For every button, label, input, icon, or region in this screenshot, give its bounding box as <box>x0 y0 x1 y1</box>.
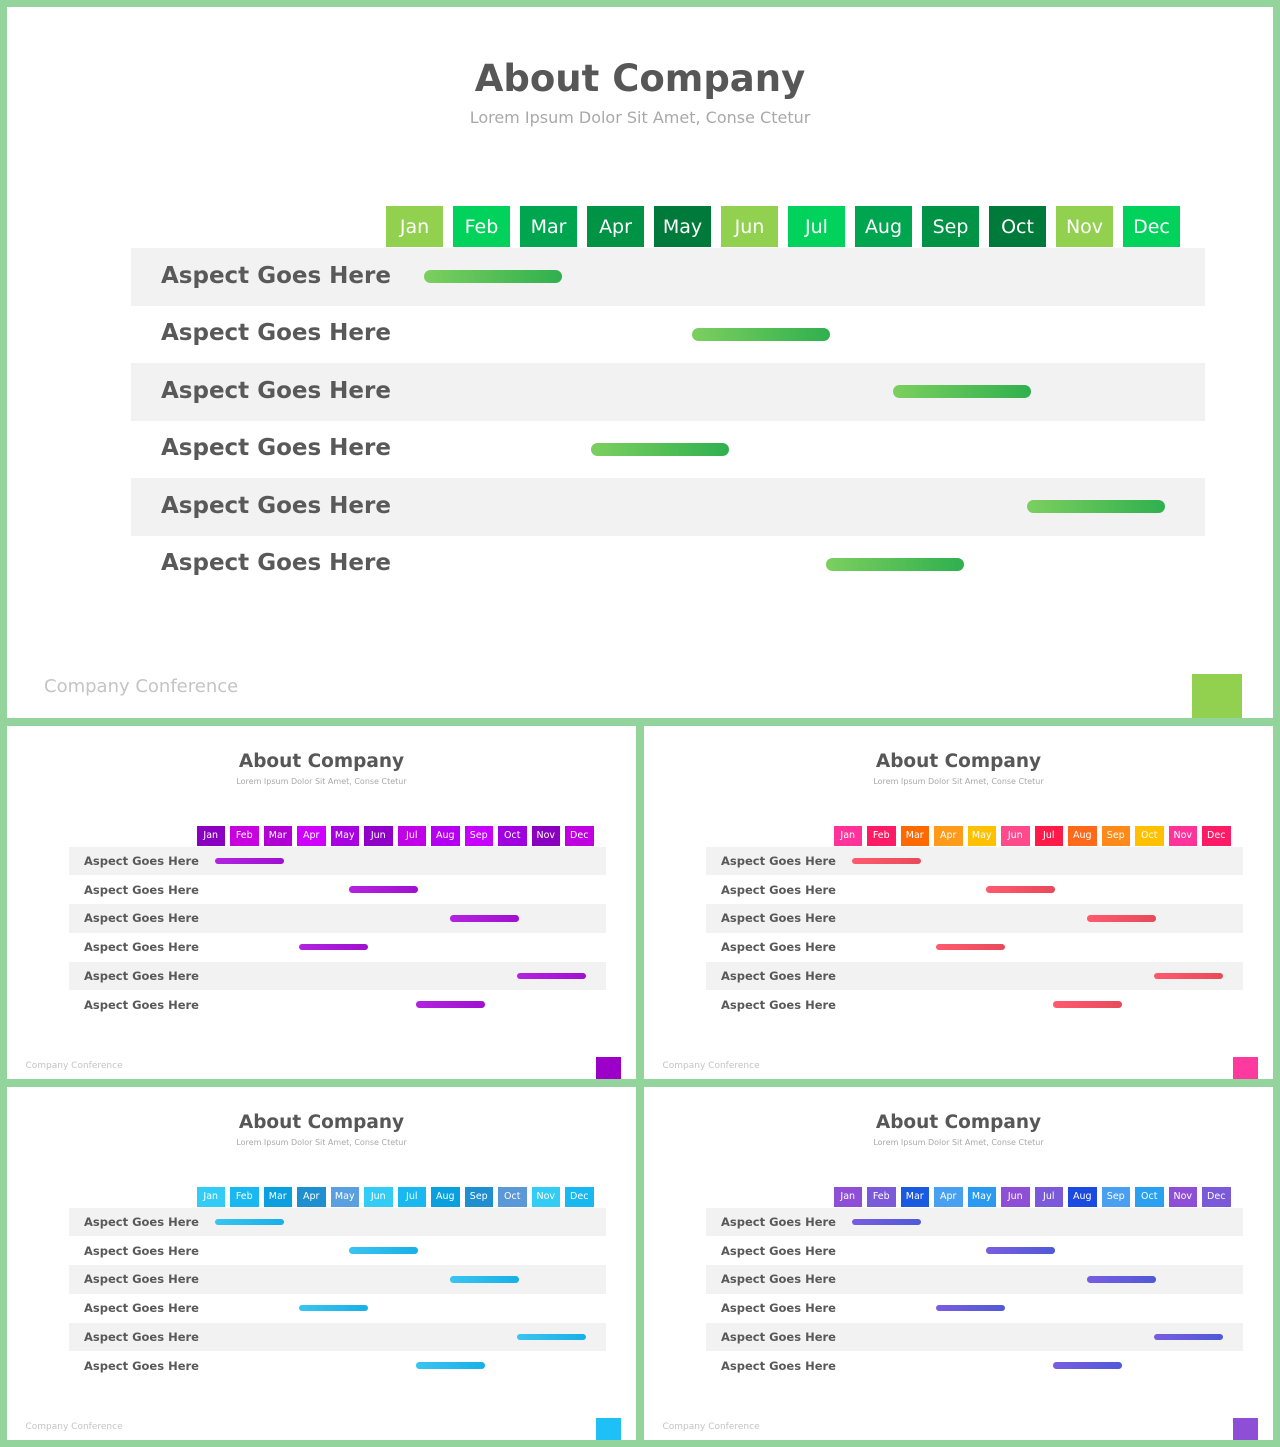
month-header-aug: Aug <box>1068 826 1097 847</box>
slide <box>7 1087 636 1440</box>
slide-subtitle: Lorem Ipsum Dolor Sit Amet, Conse Ctetur <box>873 1137 1044 1147</box>
month-header-oct: Oct <box>1135 1187 1164 1208</box>
gantt-bar <box>936 1305 1005 1312</box>
gantt-bar <box>416 1362 485 1369</box>
month-header-may: May <box>331 1187 360 1208</box>
gantt-bar <box>1087 915 1156 922</box>
month-header-nov: Nov <box>532 1187 561 1208</box>
month-header-jan: Jan <box>197 1187 226 1208</box>
month-header-mar: Mar <box>901 826 930 847</box>
gantt-bar <box>1154 973 1223 980</box>
month-header-sep: Sep <box>465 1187 494 1208</box>
gantt-bar <box>299 1305 368 1312</box>
gantt-bar <box>852 858 921 865</box>
gantt-bar <box>215 1219 284 1226</box>
row-label: Aspect Goes Here <box>721 997 836 1012</box>
gantt-bar <box>1087 1276 1156 1283</box>
gantt-bar <box>450 1276 519 1283</box>
row-label: Aspect Goes Here <box>161 492 391 519</box>
row-label: Aspect Goes Here <box>84 968 199 983</box>
row-label: Aspect Goes Here <box>721 1214 836 1229</box>
row-label: Aspect Goes Here <box>161 435 391 462</box>
gantt-bar <box>349 1247 418 1254</box>
month-header-sep: Sep <box>1102 1187 1131 1208</box>
month-header-may: May <box>331 826 360 847</box>
gantt-bar <box>517 973 586 980</box>
slide <box>7 7 1273 718</box>
month-header-jul: Jul <box>398 826 427 847</box>
month-header-jun: Jun <box>1001 1187 1030 1208</box>
slide-footer: Company Conference <box>662 1421 760 1432</box>
month-header-sep: Sep <box>1102 826 1131 847</box>
month-header-nov: Nov <box>1169 826 1198 847</box>
row-label: Aspect Goes Here <box>721 1301 836 1316</box>
gantt-bar <box>450 915 519 922</box>
month-header-jul: Jul <box>788 206 845 247</box>
month-header-mar: Mar <box>520 206 577 247</box>
month-header-may: May <box>654 206 711 247</box>
gantt-bar <box>1027 500 1165 513</box>
row-label: Aspect Goes Here <box>721 1358 836 1373</box>
row-label: Aspect Goes Here <box>721 968 836 983</box>
accent-square <box>1233 1418 1258 1440</box>
month-header-may: May <box>968 826 997 847</box>
month-header-sep: Sep <box>465 826 494 847</box>
slide-footer: Company Conference <box>25 1060 123 1071</box>
row-label: Aspect Goes Here <box>84 1358 199 1373</box>
gantt-bar <box>893 385 1031 398</box>
month-header-jul: Jul <box>1035 826 1064 847</box>
month-header-aug: Aug <box>431 826 460 847</box>
month-header-nov: Nov <box>1169 1187 1198 1208</box>
row-label: Aspect Goes Here <box>161 320 391 347</box>
month-header-jan: Jan <box>197 826 226 847</box>
month-header-oct: Oct <box>498 1187 527 1208</box>
month-header-dec: Dec <box>1123 206 1180 247</box>
month-header-feb: Feb <box>867 1187 896 1208</box>
row-label: Aspect Goes Here <box>161 262 391 289</box>
month-header-dec: Dec <box>565 826 594 847</box>
slide-footer: Company Conference <box>44 676 239 697</box>
accent-square <box>1192 674 1242 718</box>
slide <box>7 726 636 1079</box>
month-header-nov: Nov <box>532 826 561 847</box>
gantt-bar <box>986 886 1055 893</box>
month-header-dec: Dec <box>1202 826 1231 847</box>
row-label: Aspect Goes Here <box>161 550 391 577</box>
slide-title: About Company <box>238 1112 405 1133</box>
gantt-bar <box>1053 1362 1122 1369</box>
month-header-feb: Feb <box>230 1187 259 1208</box>
month-header-feb: Feb <box>867 826 896 847</box>
row-label: Aspect Goes Here <box>161 377 391 404</box>
slide <box>644 726 1273 1079</box>
gantt-bar <box>986 1247 1055 1254</box>
slide <box>644 1087 1273 1440</box>
slide-subtitle: Lorem Ipsum Dolor Sit Amet, Conse Ctetur <box>236 776 407 786</box>
month-header-apr: Apr <box>934 826 963 847</box>
month-header-jun: Jun <box>364 826 393 847</box>
accent-square <box>1233 1057 1258 1079</box>
gantt-bar <box>349 886 418 893</box>
row-label: Aspect Goes Here <box>721 1329 836 1344</box>
slide-subtitle: Lorem Ipsum Dolor Sit Amet, Conse Ctetur <box>236 1137 407 1147</box>
month-header-jul: Jul <box>1035 1187 1064 1208</box>
row-label: Aspect Goes Here <box>84 1301 199 1316</box>
row-label: Aspect Goes Here <box>84 911 199 926</box>
month-header-feb: Feb <box>453 206 510 247</box>
slide-footer: Company Conference <box>662 1060 760 1071</box>
gantt-bar <box>591 443 729 456</box>
month-header-feb: Feb <box>230 826 259 847</box>
month-header-jun: Jun <box>1001 826 1030 847</box>
accent-square <box>596 1418 621 1440</box>
month-header-jun: Jun <box>721 206 778 247</box>
gantt-bar <box>826 558 964 571</box>
row-label: Aspect Goes Here <box>84 1214 199 1229</box>
row-label: Aspect Goes Here <box>84 1329 199 1344</box>
month-header-apr: Apr <box>934 1187 963 1208</box>
row-label: Aspect Goes Here <box>721 882 836 897</box>
slide-title: About Company <box>875 1112 1042 1133</box>
month-header-nov: Nov <box>1056 206 1113 247</box>
gantt-bar <box>416 1001 485 1008</box>
row-label: Aspect Goes Here <box>721 940 836 955</box>
gantt-bar <box>1053 1001 1122 1008</box>
slide-title: About Company <box>474 57 806 100</box>
month-header-dec: Dec <box>565 1187 594 1208</box>
row-label: Aspect Goes Here <box>84 997 199 1012</box>
month-header-aug: Aug <box>855 206 912 247</box>
gantt-bar <box>299 944 368 951</box>
row-label: Aspect Goes Here <box>721 911 836 926</box>
slide-footer: Company Conference <box>25 1421 123 1432</box>
slide-title: About Company <box>238 751 405 772</box>
accent-square <box>596 1057 621 1079</box>
slide-subtitle: Lorem Ipsum Dolor Sit Amet, Conse Ctetur <box>873 776 1044 786</box>
gantt-bar <box>517 1334 586 1341</box>
month-header-apr: Apr <box>297 826 326 847</box>
row-label: Aspect Goes Here <box>721 1243 836 1258</box>
month-header-oct: Oct <box>498 826 527 847</box>
gantt-bar <box>1154 1334 1223 1341</box>
month-header-aug: Aug <box>431 1187 460 1208</box>
gantt-bar <box>692 328 830 341</box>
gantt-bar <box>936 944 1005 951</box>
gantt-bar <box>215 858 284 865</box>
month-header-apr: Apr <box>587 206 644 247</box>
row-label: Aspect Goes Here <box>721 1272 836 1287</box>
month-header-mar: Mar <box>901 1187 930 1208</box>
slide-subtitle: Lorem Ipsum Dolor Sit Amet, Conse Ctetur <box>469 108 811 127</box>
month-header-aug: Aug <box>1068 1187 1097 1208</box>
month-header-mar: Mar <box>264 826 293 847</box>
month-header-jan: Jan <box>386 206 443 247</box>
row-label: Aspect Goes Here <box>84 940 199 955</box>
month-header-jun: Jun <box>364 1187 393 1208</box>
gantt-bar <box>852 1219 921 1226</box>
month-header-oct: Oct <box>989 206 1046 247</box>
month-header-jan: Jan <box>834 826 863 847</box>
month-header-may: May <box>968 1187 997 1208</box>
row-label: Aspect Goes Here <box>84 1243 199 1258</box>
month-header-apr: Apr <box>297 1187 326 1208</box>
row-label: Aspect Goes Here <box>721 853 836 868</box>
row-label: Aspect Goes Here <box>84 1272 199 1287</box>
gantt-bar <box>424 270 562 283</box>
month-header-sep: Sep <box>922 206 979 247</box>
row-label: Aspect Goes Here <box>84 882 199 897</box>
month-header-oct: Oct <box>1135 826 1164 847</box>
month-header-mar: Mar <box>264 1187 293 1208</box>
slide-title: About Company <box>875 751 1042 772</box>
row-label: Aspect Goes Here <box>84 853 199 868</box>
month-header-dec: Dec <box>1202 1187 1231 1208</box>
month-header-jan: Jan <box>834 1187 863 1208</box>
month-header-jul: Jul <box>398 1187 427 1208</box>
